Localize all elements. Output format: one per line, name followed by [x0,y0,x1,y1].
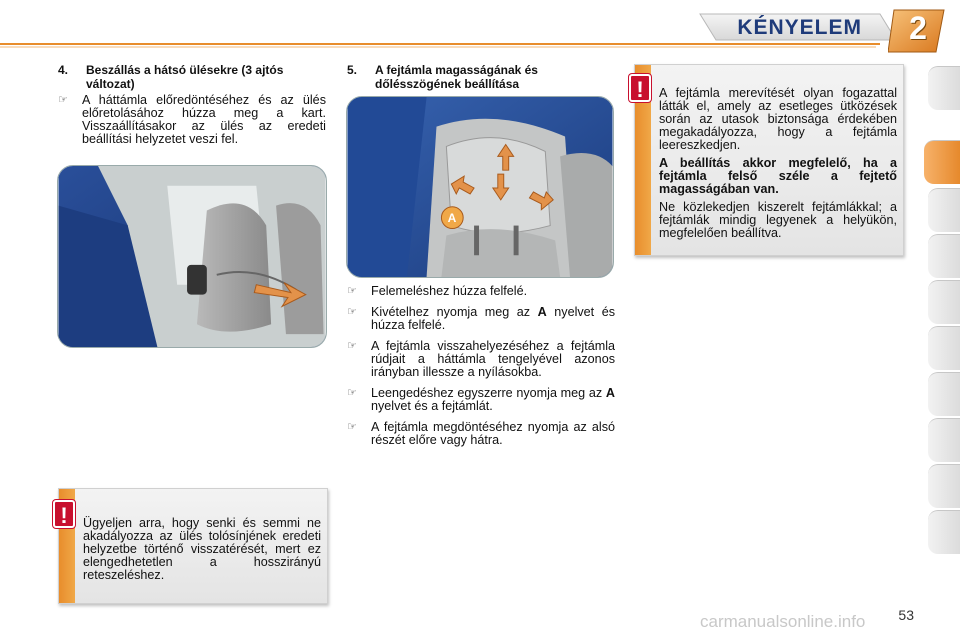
section-4-number: 4. [58,63,69,77]
section-4-bullets [58,94,326,154]
bullet-text: A háttámla előredöntéséhez és az ülés előretolásához húzza meg a kart. Visszaállításakor az ülés az eredeti beállítási helyzetet veszi fel. [82,93,326,146]
pointing-hand-icon: ☞ [347,306,357,318]
chapter-tab-1[interactable] [928,66,960,110]
chapter-tab-6[interactable] [928,326,960,370]
page-title: KÉNYELEM [737,16,862,39]
list-item [58,94,326,146]
chapter-number: 2 [909,10,927,46]
section-4-heading [58,63,308,91]
pointing-hand-icon: ☞ [347,421,357,433]
list-item [347,340,615,379]
seat-lever-photo [57,165,327,348]
chapter-tab-10[interactable] [928,510,960,554]
chapter-tab-2[interactable] [924,140,960,184]
section-5-number: 5. [347,63,358,77]
chapter-tab-5[interactable] [928,280,960,324]
chapter-tabs [928,66,960,576]
bullet-text: nyelvet és húzza felfelé. [371,305,615,332]
chapter-tab-9[interactable] [928,464,960,508]
pointing-hand-icon: ☞ [58,94,68,106]
watermark: carmanualsonline.info [700,612,866,631]
warning-paragraph-2 [659,157,897,196]
warning-box-headrest [634,64,904,256]
list-item [347,285,615,298]
section-5-bullets [347,285,615,455]
warning-paragraph-1: A fejtámla merevítését olyan fogazattal látták el, amely az esetleges ütközések során az utasok biztonsága érdekében megakadályozza, hogy a fejtámla leereszkedjen. [659,86,897,152]
page-number: 53 [898,607,914,623]
warning-icon: ! [629,74,651,102]
warning-box-seat-rail [58,488,328,604]
warning-text: Ügyeljen arra, hogy senki és semmi ne akadályozza az ülés tolósínjének eredeti helyzetbe történő visszatérését, mert ez elengedhetetlen a hosszirányú reteszeléshez. [83,516,321,582]
section-5-heading [347,63,612,91]
warning-bold-text: A beállítás akkor megfelelő, ha a fejtámla felső széle a fejtető magasságában van. [659,156,897,196]
bullet-text: Felemeléshez húzza felfelé. [371,284,528,298]
section-5-title: A fejtámla magasságának és dőlésszögének beállítása [375,63,538,91]
warning-text-block [659,87,897,245]
pointing-hand-icon: ☞ [347,387,357,399]
headrest-photo [346,96,614,278]
bullet-bold: A [537,305,547,319]
bullet-text: Kivételhez nyomja meg az [371,305,538,319]
bullet-bold: A [605,386,615,400]
pointing-hand-icon: ☞ [347,340,357,352]
section-4-title: Beszállás a hátsó ülésekre (3 ajtós változat) [86,63,284,91]
bullet-text: nyelvet és a fejtámlát. [371,399,493,413]
warning-paragraph-3: Ne közlekedjen kiszerelt fejtámlákkal; a fejtámlák mindig legyenek a helyükön, megfelelően beállítva. [659,200,897,240]
chapter-tab-8[interactable] [928,418,960,462]
warning-icon: ! [53,500,75,528]
list-item [347,387,615,413]
bullet-text: A fejtámla megdöntéséhez nyomja az alsó részét előre vagy hátra. [371,420,615,447]
chapter-tab-3[interactable] [928,188,960,232]
chapter-tab-7[interactable] [928,372,960,416]
list-item [347,306,615,332]
bullet-text: Leengedéshez egyszerre nyomja meg az [371,386,606,400]
list-item [347,421,615,447]
bullet-text: A fejtámla visszahelyezéséhez a fejtámla rúdjait a háttámla tengelyével azonos irányban illessze a nyílásokba. [371,339,615,379]
pointing-hand-icon: ☞ [347,285,357,297]
photo-label-a: A [447,211,457,225]
chapter-tab-4[interactable] [928,234,960,278]
